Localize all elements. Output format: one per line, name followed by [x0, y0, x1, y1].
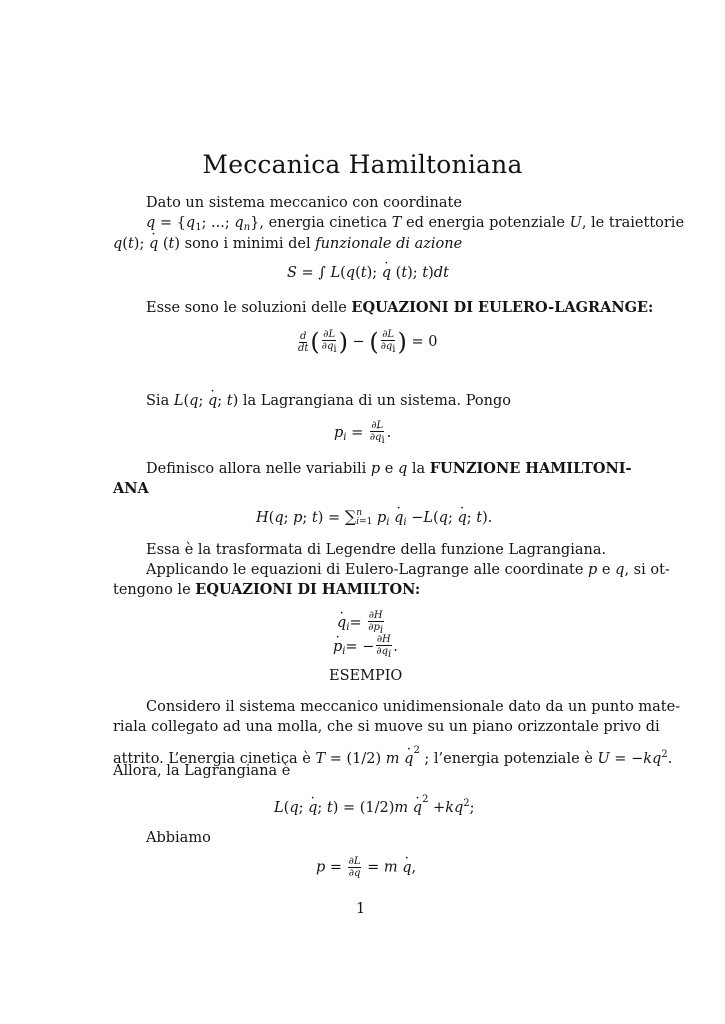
hamiltonian-heading-part-1: FUNZIONE HAMILTONI-	[429, 460, 632, 477]
example-line-1: Considero il sistema meccanico unidimensionale dato da un punto mate-	[146, 699, 681, 715]
potential-energy-text: ; l’energia potenziale è	[424, 751, 598, 767]
applying-text: Applicando le equazioni di Eulero-Lagrange alle coordinate	[146, 562, 589, 578]
example-momentum: p = $\frac{\partial L}{\partial q}$ = m · q,	[316, 856, 416, 879]
hamiltonian-and-text: e	[380, 461, 398, 477]
action-equation: S = ∫ L(q(t); · q (t); t)dt	[287, 265, 449, 281]
example-line-4: Allora, la Lagrangiana è	[113, 763, 291, 779]
intro-line-3: q(t); · q (t) sono i minimi del funzionale di azione	[113, 234, 462, 254]
intro-kinetic-text: , energia cinetica	[259, 215, 392, 231]
applying-and-text: e	[597, 562, 616, 578]
pongo-text: la Lagrangiana di un sistema. Pongo	[238, 393, 511, 409]
sia-text: Sia	[146, 393, 174, 409]
intro-line-1: Dato un sistema meccanico con coordinate	[146, 195, 462, 211]
example-heading: ESEMPIO	[329, 668, 403, 684]
hamilton-equation-p: · $p_i=$ − $\frac{\partial H}{\partial qi}$ .	[333, 634, 398, 660]
page-title: Meccanica Hamiltoniana	[202, 150, 523, 179]
euler-lagrange-heading: EQUAZIONI DI EULERO-LAGRANGE:	[351, 299, 654, 316]
euler-lagrange-text: Esse sono le soluzioni delle	[146, 300, 352, 316]
hamiltonian-intro-text: Definisco allora nelle variabili	[146, 461, 371, 477]
hamilton-equation-q: · $q_i=$ $\frac{\partial H}{\partial pi}$	[337, 610, 385, 636]
euler-lagrange-equation: $\frac{d}{dt}$ ( $\frac{\partial L}{\partial qi}$ ) − ( $\frac{\partial L}{\partial qi}$ ) = 0	[298, 328, 438, 356]
intro-minimum-text: sono i minimi del	[180, 236, 316, 252]
hamiltonian-equation: H(q; p; t) = ∑ n i=1 $p_i \cdot q_i -L(q$; · q; t).	[256, 507, 492, 528]
momentum-definition: $p_i$ = $\frac{\partial L}{\partial\cdot qi}$ .	[334, 420, 391, 446]
applying-line-1: Applicando le equazioni di Eulero-Lagrange alle coordinate p e q, si ot-	[146, 562, 670, 578]
intro-potential-text: ed energia potenziale	[401, 215, 570, 231]
hamiltonian-la-text: la	[407, 461, 430, 477]
intro-trajectories-text: , le traiettorie	[581, 215, 685, 231]
hamilton-equations-heading: EQUAZIONI DI HAMILTON:	[195, 581, 421, 598]
example-line-3: attrito. L’energia cinetica è T = (1/2) $m \cdot q^2$ ; l’energia potenziale è $U = -kq^2$.	[113, 741, 672, 769]
euler-lagrange-intro	[146, 298, 653, 318]
abbiamo-text: Abbiamo	[146, 830, 211, 846]
applying-end-text: , si ot-	[624, 562, 670, 578]
lagrangian-sentence: Sia L(q; · q; t) la Lagrangiana di un sistema. Pongo	[146, 391, 511, 411]
example-lagrangian: L(q; · q; $t) = (1/2)m \cdot q^2 +kq^2$;	[274, 794, 475, 816]
hamiltonian-heading-part-2: ANA	[113, 480, 149, 497]
hamiltonian-intro-line-2	[113, 479, 149, 499]
example-line-2: riala collegato ad una molla, che si muove su un piano orizzontale privo di	[113, 719, 660, 735]
applying-line-2	[113, 580, 420, 600]
page-number: 1	[356, 901, 366, 917]
intro-line-2: $q = \{q_1$; ...; $q_n$}, energia cinetica T ed energia potenziale U, le traiettorie	[146, 215, 685, 233]
legendre-sentence: Essa è la trasformata di Legendre della funzione Lagrangiana.	[146, 542, 607, 558]
euler-lagrange-rhs: = 0	[411, 334, 438, 350]
hamiltonian-intro-line-1: Definisco allora nelle variabili p e q la FUNZIONE HAMILTONI-	[146, 460, 632, 477]
applying-line-2-text: tengono le	[113, 582, 196, 598]
kinetic-energy-text: attrito. L’energia cinetica è	[113, 751, 316, 767]
intro-emphasis: funzionale di azione	[315, 236, 463, 252]
